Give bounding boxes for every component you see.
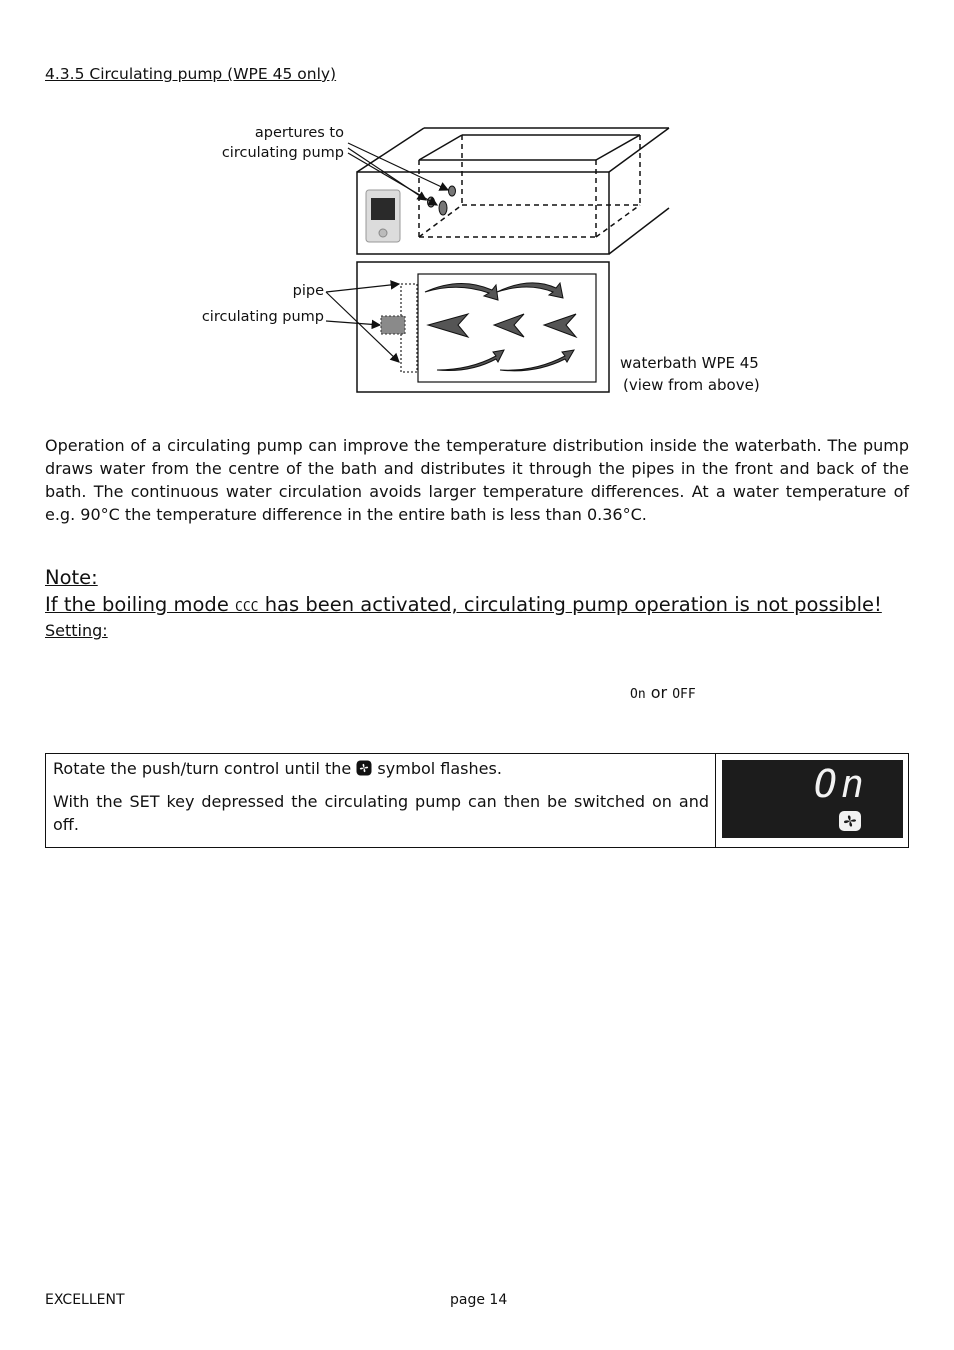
flow-chevrons xyxy=(428,314,576,337)
lcd-display xyxy=(722,760,903,838)
footer-product: EXCELLENT xyxy=(45,1292,125,1308)
or-text: or xyxy=(650,683,668,702)
instruction-line-1: Rotate the push/turn control until the symbol flashes. xyxy=(53,757,709,782)
on-off-values xyxy=(630,683,696,702)
section-heading: 4.3.5 Circulating pump (WPE 45 only) xyxy=(45,65,337,83)
waterbath-figure xyxy=(0,0,954,410)
instruction-line-2: With the SET key depressed the circulating pump can then be switched on and off. xyxy=(53,792,709,834)
bath-3d-drawing xyxy=(357,128,669,254)
fan-icon xyxy=(356,759,372,782)
fan-icon xyxy=(838,810,862,836)
control-panel-icon xyxy=(366,190,400,242)
instruction-cell xyxy=(46,754,716,848)
bath-label: waterbath WPE 45 (view from above) xyxy=(620,354,760,394)
setting-label: Setting: xyxy=(45,621,108,640)
pump-label: circulating pump xyxy=(201,309,324,325)
note-title: Note: xyxy=(45,566,98,589)
body-paragraph: Operation of a circulating pump can improve the temperature distribution inside the waterbath. The pump draws water from the centre of the bath and distributes it through the pipes in the front and back of the bath. The continuous water circulation avoids larger temperature differences. At a water temperature of e.g. 90°C the temperature difference in the entire bath is less than 0.36°C. xyxy=(45,436,909,524)
off-value: OFF xyxy=(672,687,696,702)
display-readout: On xyxy=(814,762,868,806)
boiling-mode-symbol: CCC xyxy=(235,600,259,615)
pump-box xyxy=(381,316,405,334)
aperture-holes xyxy=(428,186,456,215)
setting-table xyxy=(45,753,909,848)
display-cell xyxy=(716,754,909,848)
footer-page-number: page 14 xyxy=(450,1292,508,1308)
apertures-label: apertures to circulating pump xyxy=(221,125,344,161)
pipe-label: pipe xyxy=(292,283,324,299)
note-text: If the boiling mode CCC has been activated, circulating pump operation is not possible! xyxy=(45,593,882,616)
on-value: On xyxy=(630,687,646,702)
